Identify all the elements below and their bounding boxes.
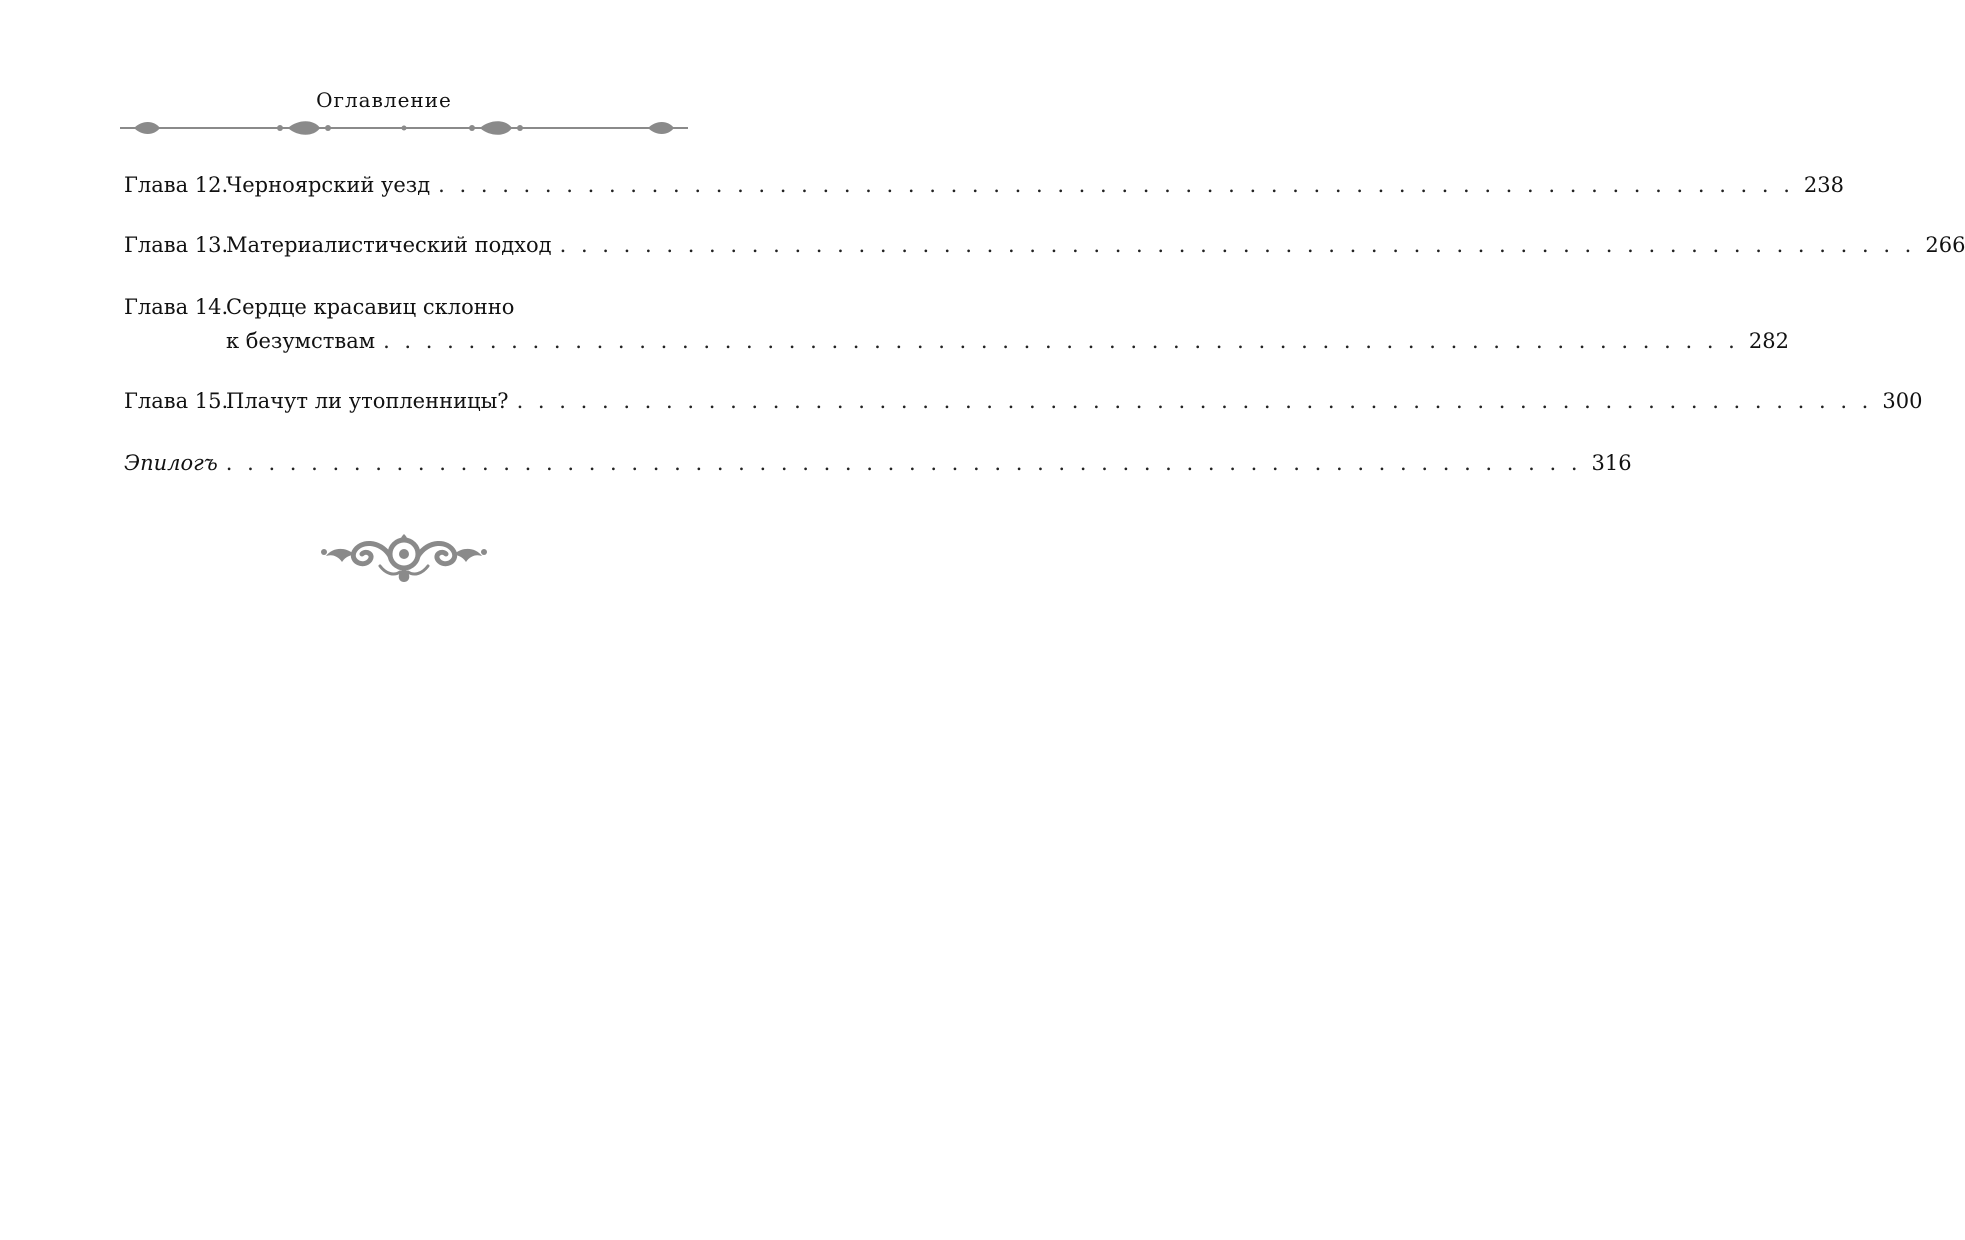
dot-leader: . . . . . . . . . . . . . . . . . . . . . . . . . . . . . . . . . . . . . . . . . . . . . . . . . . . . . . . . . . . . . . . . <box>383 329 1739 353</box>
chapter-number: Глава 15. <box>124 389 229 413</box>
page-title: Оглавление <box>316 88 452 112</box>
toc-entry-chapter-15 <box>124 384 1923 418</box>
dot-leader: . . . . . . . . . . . . . . . . . . . . . . . . . . . . . . . . . . . . . . . . . . . . . . . . . . . . . . . . . . . . . . . . <box>516 389 1873 413</box>
page-number: 266 <box>1925 233 1965 257</box>
ornament-flourish-icon <box>320 532 488 584</box>
toc-entry-chapter-14 <box>124 290 1789 358</box>
toc-entry-chapter-13 <box>124 228 1965 262</box>
page-number: 238 <box>1803 173 1845 197</box>
page-number: 316 <box>1591 451 1632 475</box>
toc-entry-epilogue <box>124 446 1632 480</box>
decorative-rule-icon <box>120 118 688 138</box>
toc-entry-chapter-12 <box>124 168 1845 202</box>
chapter-number: Глава 12. <box>124 173 229 197</box>
page-number: 282 <box>1748 329 1789 353</box>
chapter-number: Глава 14. <box>124 295 229 319</box>
chapter-title: Плачут ли утопленницы? <box>226 389 509 413</box>
chapter-title: Материалистический подход <box>226 233 552 257</box>
dot-leader: . . . . . . . . . . . . . . . . . . . . . . . . . . . . . . . . . . . . . . . . . . . . . . . . . . . . . . . . . . . . . . . . <box>559 233 1916 257</box>
dot-leader: . . . . . . . . . . . . . . . . . . . . . . . . . . . . . . . . . . . . . . . . . . . . . . . . . . . . . . . . . . . . . . . . <box>438 173 1794 197</box>
dot-leader: . . . . . . . . . . . . . . . . . . . . . . . . . . . . . . . . . . . . . . . . . . . . . . . . . . . . . . . . . . . . . . . . <box>225 451 1582 475</box>
chapter-title-continued: к безумствам <box>226 329 376 353</box>
page-number: 300 <box>1882 389 1923 413</box>
chapter-title: Сердце красавиц склонно <box>226 295 515 319</box>
epilogue-title: Эпилогъ <box>124 451 218 475</box>
chapter-number: Глава 13. <box>124 233 229 257</box>
chapter-title: Черноярский уезд <box>226 173 431 197</box>
